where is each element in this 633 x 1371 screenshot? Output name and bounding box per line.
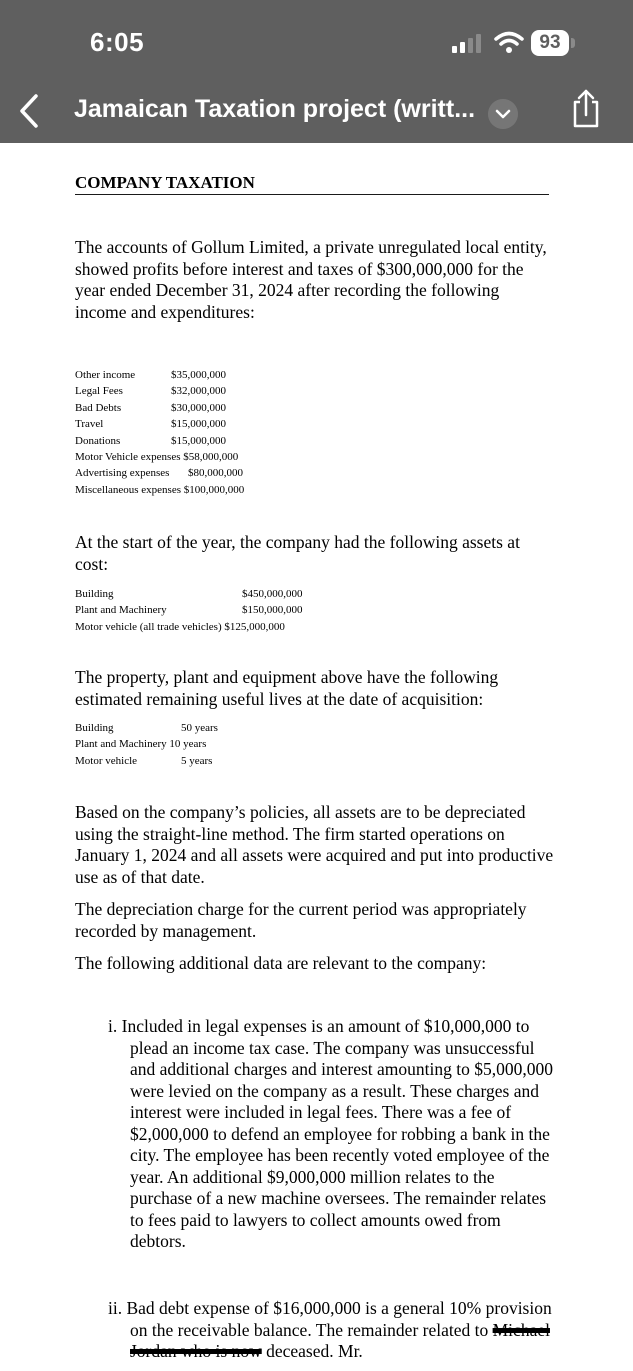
battery-nub bbox=[571, 38, 575, 48]
useful-lives-table bbox=[75, 720, 218, 769]
cellular-signal-icon bbox=[452, 33, 486, 53]
table-row: Bad Debts $30,000,000 bbox=[75, 401, 226, 414]
table-row: Building $450,000,000 bbox=[75, 588, 303, 600]
assets-intro-paragraph: At the start of the year, the company had the following assets at cost: bbox=[75, 532, 520, 574]
wifi-icon bbox=[494, 30, 524, 54]
top-bar bbox=[0, 0, 633, 143]
battery-icon: 93 bbox=[531, 30, 569, 56]
table-row: Advertising expenses $80,000,000 bbox=[75, 467, 243, 480]
back-chevron-icon[interactable] bbox=[16, 92, 42, 130]
table-row: Legal Fees $32,000,000 bbox=[75, 385, 226, 398]
depreciation-charge-paragraph: The depreciation charge for the current period was appropriately recorded by management. bbox=[75, 899, 527, 941]
table-row: Motor vehicle (all trade vehicles) $125,000,000 bbox=[75, 620, 285, 633]
status-time: 6:05 bbox=[90, 27, 145, 57]
document-title[interactable]: Jamaican Taxation project (writt... bbox=[74, 95, 476, 123]
table-row: Other income $35,000,000 bbox=[75, 369, 226, 381]
depreciation-policy-paragraph: Based on the company’s policies, all assets are to be depreciated using the straight-line method. The firm started operations on January 1, 2024 and all assets were acquired and put into productive use as of that date. bbox=[75, 802, 554, 887]
intro-paragraph: The accounts of Gollum Limited, a private unregulated local entity, showed profits before interest and taxes of $300,000,000 for the year ended December 31, 2024 after recording the following income and expenditures: bbox=[75, 237, 547, 322]
share-icon[interactable] bbox=[570, 88, 602, 130]
table-row: Building 50 years bbox=[75, 722, 218, 734]
note-item-ii: ii. Bad debt expense of $16,000,000 is a general 10% provision on the receivable balance. The remainder related to Michael Jordan who is now deceased. Mr. bbox=[108, 1298, 552, 1361]
table-row: Miscellaneous expenses $100,000,000 bbox=[75, 483, 245, 496]
table-row: Travel $15,000,000 bbox=[75, 418, 226, 431]
assets-table bbox=[75, 586, 303, 635]
note-item-i: i. Included in legal expenses is an amount of $10,000,000 to plead an income tax case. The company was unsuccessful and additional charges and interest amounting to $5,000,000 were levied on the company as a result. These charges and interest were included in legal fees. There was a fee of $2,000,000 to defend an employee for robbing a bank in the city. The employee has been recently voted employee of the year. An additional $9,000,000 million relates to the purchase of a new machine oversees. The remainder relates to fees paid to lawyers to collect amounts owed from debtors. bbox=[108, 1016, 553, 1251]
table-row: Motor Vehicle expenses $58,000,000 bbox=[75, 451, 239, 464]
title-dropdown-chevron-icon[interactable] bbox=[488, 99, 518, 129]
table-row: Donations $15,000,000 bbox=[75, 434, 226, 447]
struck-through-text: Michael Jordan who is now bbox=[130, 1319, 550, 1361]
income-expenditure-table bbox=[75, 367, 244, 498]
additional-data-paragraph: The following additional data are relevant to the company: bbox=[75, 953, 487, 973]
section-heading: COMPANY TAXATION bbox=[75, 173, 549, 195]
useful-lives-paragraph: The property, plant and equipment above have the following estimated remaining useful lives at the date of acquisition: bbox=[75, 667, 499, 709]
table-row: Plant and Machinery $150,000,000 bbox=[75, 604, 303, 617]
table-row: Motor vehicle 5 years bbox=[75, 754, 213, 767]
table-row: Plant and Machinery 10 years bbox=[75, 738, 207, 751]
